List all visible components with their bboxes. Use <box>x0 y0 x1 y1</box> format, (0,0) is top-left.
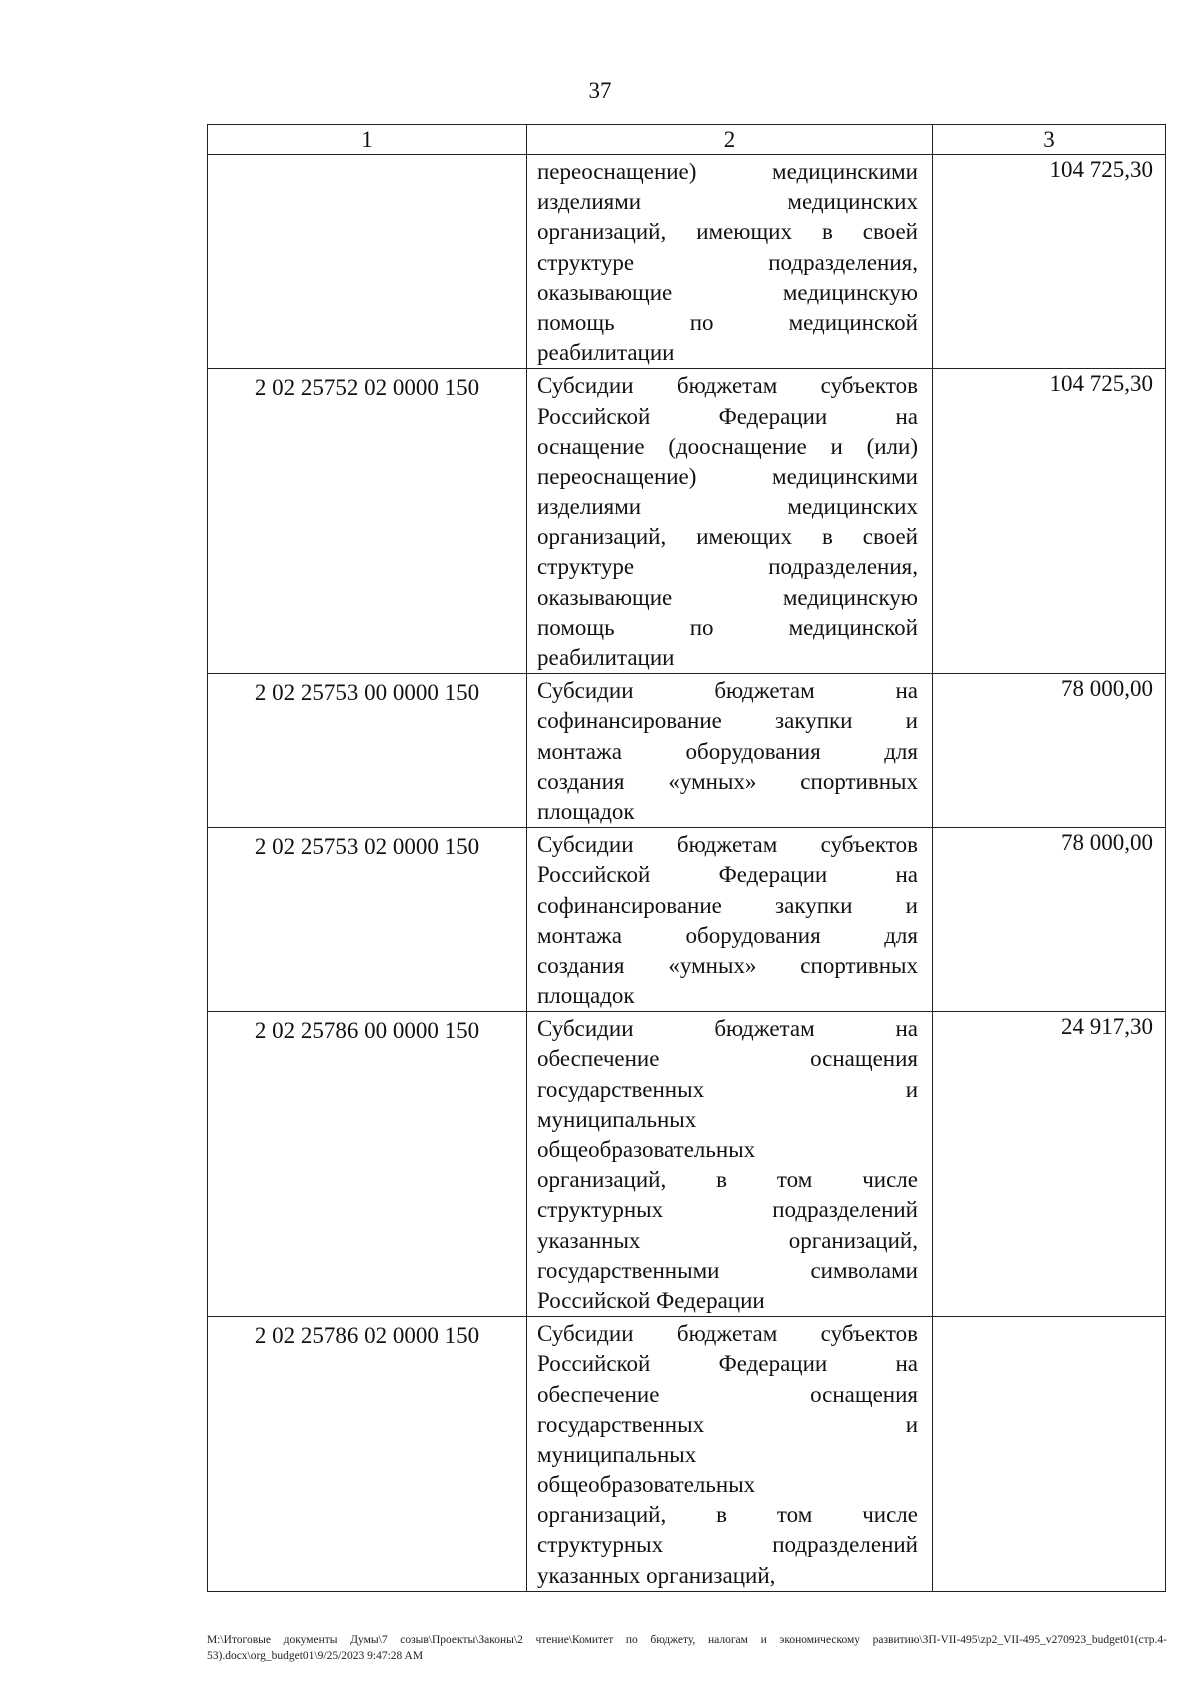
description-line: государственных и <box>537 1411 918 1437</box>
description-line: обеспечение оснащения <box>537 1046 918 1072</box>
description-line: Российской Федерации на <box>537 862 918 888</box>
description-line: организаций, имеющих в своей <box>537 524 918 550</box>
budget-code-cell: 2 02 25786 02 0000 150 <box>208 1317 527 1592</box>
amount-cell: 78 000,00 <box>933 828 1166 1012</box>
description-line: структуре подразделения, <box>537 554 918 580</box>
table-row <box>208 828 1166 1012</box>
description-line: общеобразовательных <box>537 1137 756 1162</box>
page-number: 37 <box>588 78 612 103</box>
description-line: Субсидии бюджетам субъектов <box>537 832 918 858</box>
budget-code-cell: 2 02 25753 02 0000 150 <box>208 828 527 1012</box>
description-line: структуре подразделения, <box>537 249 918 275</box>
description-line: софинансирование закупки и <box>537 708 918 734</box>
description-line: общеобразовательных <box>537 1472 756 1498</box>
column-header-1: 1 <box>208 125 527 155</box>
amount-cell: 24 917,30 <box>933 1012 1166 1317</box>
description-line: площадок <box>537 983 635 1009</box>
description-line: Субсидии бюджетам субъектов <box>537 373 918 399</box>
description-line: обеспечение оснащения <box>537 1381 918 1407</box>
description-line: реабилитации <box>537 340 675 366</box>
budget-code-cell: 2 02 25753 00 0000 150 <box>208 674 527 828</box>
description-line: структурных подразделений <box>537 1197 918 1223</box>
description-line: указанных организаций, <box>537 1227 918 1253</box>
budget-code-cell: 2 02 25786 00 0000 150 <box>208 1012 527 1317</box>
description-line: создания «умных» спортивных <box>537 768 918 794</box>
description-line: софинансирование закупки и <box>537 892 918 918</box>
description-line: изделиями медицинских <box>537 189 918 215</box>
description-line: Субсидии бюджетам на <box>537 678 918 704</box>
amount-cell: 78 000,00 <box>933 674 1166 828</box>
description-line: структурных подразделений <box>537 1532 918 1558</box>
column-header-3: 3 <box>933 125 1166 155</box>
description-cell <box>527 1317 933 1592</box>
description-line: организаций, в том числе <box>537 1502 918 1528</box>
description-line: Российской Федерации <box>537 1287 765 1313</box>
budget-code-cell <box>208 155 527 369</box>
description-line: площадок <box>537 798 635 824</box>
description-cell <box>527 155 933 369</box>
amount-cell <box>933 1317 1166 1592</box>
file-path-footer: М:\Итоговые документы Думы\7 созыв\Проекты\Законы\2 чтение\Комитет по бюджету, налогам и экономическому развитию\ЗП-VII-495\zp2_VII-495_v270923_budget01(стр.4-53).docx\org_budget01\9/25/2023 9:47:28 AM <box>207 1634 1167 1662</box>
table-body <box>208 155 1166 1592</box>
description-cell <box>527 674 933 828</box>
budget-code-cell: 2 02 25752 02 0000 150 <box>208 369 527 674</box>
description-line: Субсидии бюджетам на <box>537 1016 918 1042</box>
description-line: оказывающие медицинскую <box>537 584 918 610</box>
budget-table <box>207 124 1166 1592</box>
description-line: помощь по медицинской <box>537 614 918 640</box>
description-line: оказывающие медицинскую <box>537 279 918 305</box>
description-line: государственными символами <box>537 1257 918 1283</box>
description-line: монтажа оборудования для <box>537 738 918 764</box>
description-cell <box>527 369 933 674</box>
description-line: реабилитации <box>537 645 675 670</box>
description-line: Российской Федерации на <box>537 1351 918 1377</box>
table-row <box>208 1317 1166 1592</box>
description-line: организаций, имеющих в своей <box>537 219 918 245</box>
amount-cell: 104 725,30 <box>933 155 1166 369</box>
description-line: переоснащение) медицинскими <box>537 463 918 489</box>
description-line: монтажа оборудования для <box>537 922 918 948</box>
description-line: Российской Федерации на <box>537 403 918 429</box>
description-line: переоснащение) медицинскими <box>537 159 918 184</box>
table-row <box>208 1012 1166 1317</box>
description-line: государственных и <box>537 1076 918 1102</box>
description-line: Субсидии бюджетам субъектов <box>537 1321 918 1347</box>
description-cell <box>527 828 933 1012</box>
column-header-2: 2 <box>527 125 933 155</box>
table-row <box>208 155 1166 369</box>
table-row <box>208 369 1166 674</box>
description-line: организаций, в том числе <box>537 1167 918 1193</box>
description-line: оснащение (дооснащение и (или) <box>537 433 918 459</box>
table-row <box>208 674 1166 828</box>
amount-cell: 104 725,30 <box>933 369 1166 674</box>
description-line: создания «умных» спортивных <box>537 952 918 978</box>
description-line: муниципальных <box>537 1106 697 1132</box>
table-header-row <box>208 125 1166 155</box>
description-line: помощь по медицинской <box>537 309 918 335</box>
description-line: изделиями медицинских <box>537 494 918 520</box>
description-line: муниципальных <box>537 1441 697 1467</box>
description-cell <box>527 1012 933 1317</box>
description-line: указанных организаций, <box>537 1562 776 1588</box>
